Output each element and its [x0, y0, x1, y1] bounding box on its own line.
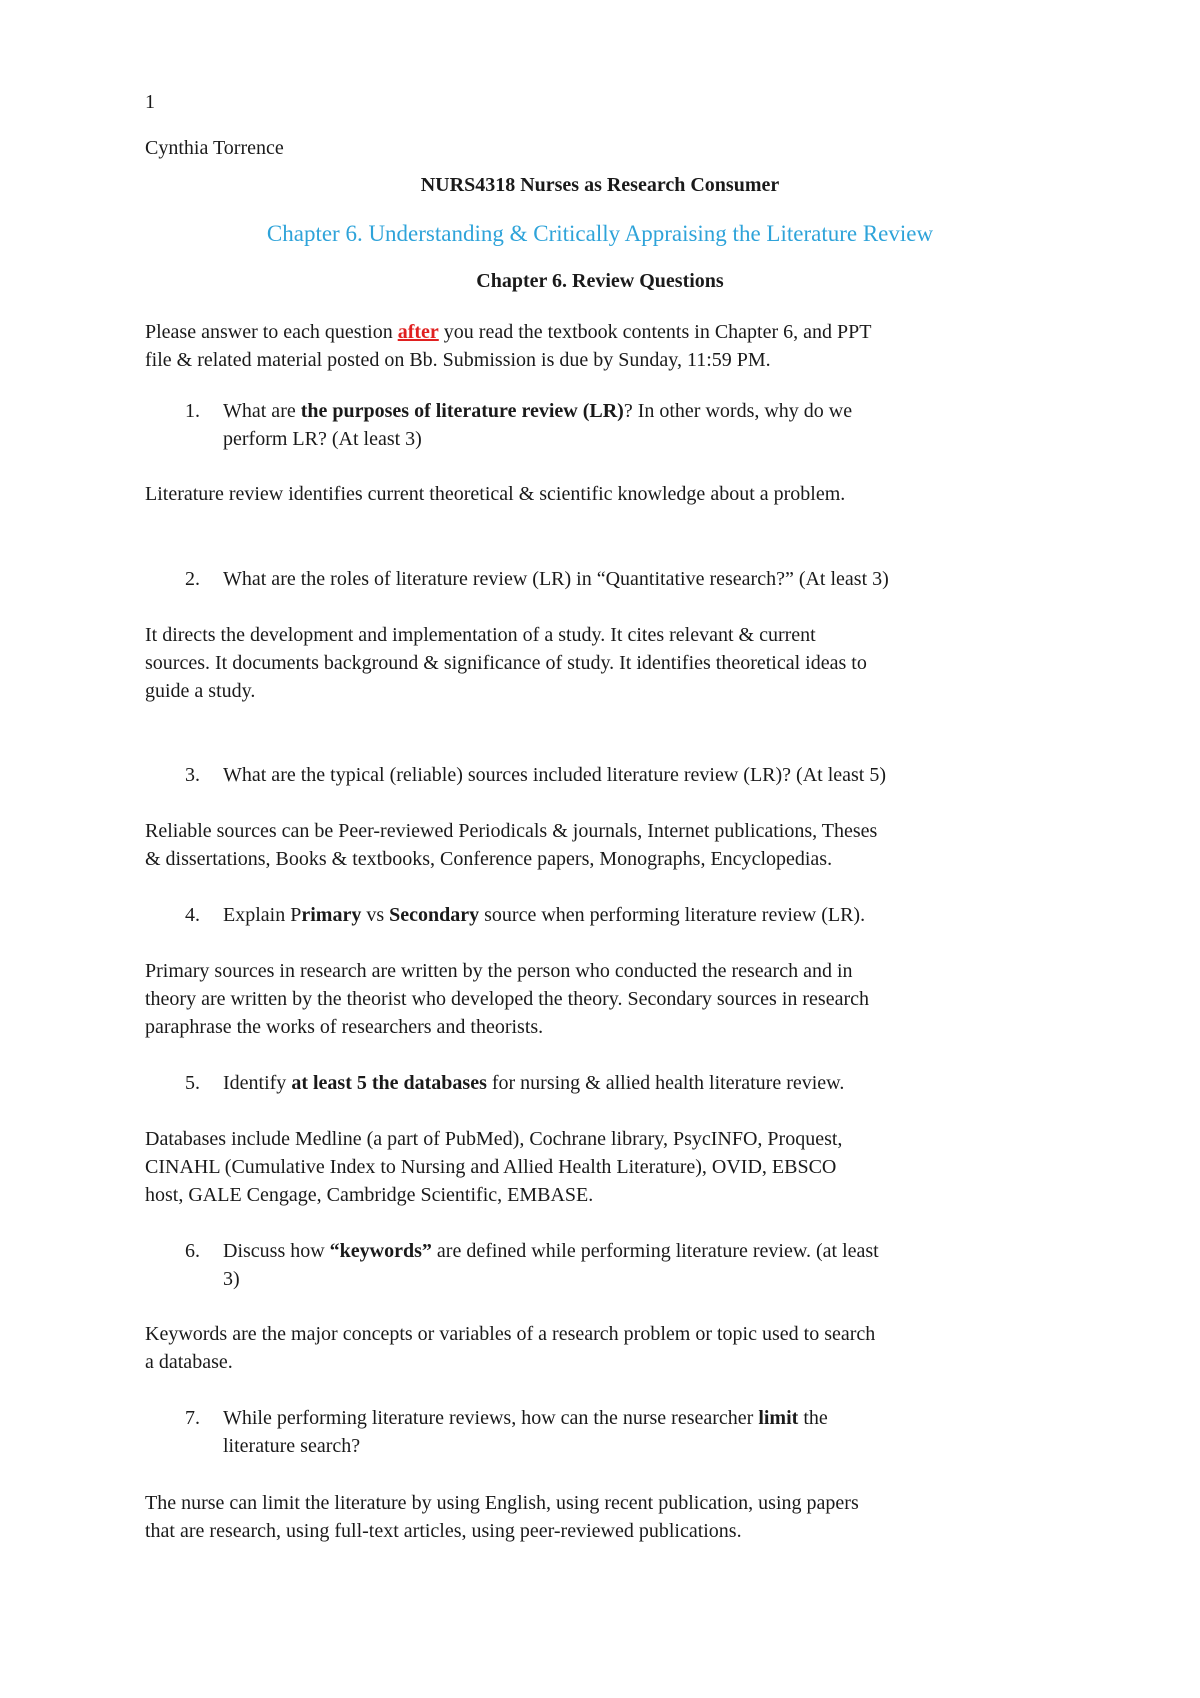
question-text: Identify	[223, 1072, 292, 1094]
question-emphasis: limit	[758, 1407, 799, 1429]
question-emphasis: rimary	[301, 904, 362, 926]
answer-line: & dissertations, Books & textbooks, Conference papers, Monographs, Encyclopedias.	[145, 848, 833, 870]
question-emphasis: at least 5 the databases	[291, 1072, 487, 1094]
answer-line: sources. It documents background & significance of study. It identifies theoretical ideas to	[145, 652, 867, 674]
question-number: 1.	[185, 400, 200, 422]
answer-line: It directs the development and implementation of a study. It cites relevant & current	[145, 624, 816, 646]
question-text: perform LR? (At least 3)	[223, 428, 422, 450]
question-number: 7.	[185, 1407, 200, 1429]
answer-line: theory are written by the theorist who developed the theory. Secondary sources in research	[145, 988, 870, 1010]
page-number: 1	[145, 91, 155, 113]
question-text: What are the roles of literature review (LR) in “Quantitative research?” (At least 3)	[223, 568, 889, 590]
answer-line: Primary sources in research are written by the person who conducted the research and in	[145, 960, 853, 982]
question-text: vs	[361, 904, 390, 926]
answer-1	[145, 480, 1045, 508]
answer-7	[145, 1489, 1045, 1545]
course-title: NURS4318 Nurses as Research Consumer	[420, 174, 780, 196]
author-name: Cynthia Torrence	[145, 137, 284, 159]
question-number: 6.	[185, 1240, 200, 1262]
answer-line: The nurse can limit the literature by using English, using recent publication, using papers	[145, 1492, 859, 1514]
question-text: for nursing & allied health literature review.	[486, 1072, 845, 1094]
answer-line: a database.	[145, 1351, 233, 1373]
question-text: are defined while performing literature review. (at least	[431, 1240, 879, 1262]
answer-line: Keywords are the major concepts or variables of a research problem or topic used to search	[145, 1323, 876, 1345]
question-text: ? In other words, why do we	[623, 400, 853, 422]
chapter-title: Chapter 6. Understanding & Critically Appraising the Literature Review	[266, 221, 934, 246]
question-text: What are the typical (reliable) sources included literature review (LR)? (At least 5)	[223, 764, 887, 786]
question-number: 3.	[185, 764, 200, 786]
answer-2	[145, 621, 1045, 705]
answer-line: Databases include Medline (a part of PubMed), Cochrane library, PsycINFO, Proquest,	[145, 1128, 843, 1150]
question-text: literature search?	[223, 1435, 361, 1457]
answer-4	[145, 957, 1045, 1041]
question-emphasis: Secondary	[389, 904, 480, 926]
question-emphasis: the purposes of literature review (LR)	[300, 400, 624, 422]
question-text: Explain P	[223, 904, 302, 926]
question-text: 3)	[223, 1268, 240, 1290]
question-text: What are	[223, 400, 301, 422]
answer-6	[145, 1320, 1045, 1376]
question-emphasis: “keywords”	[329, 1240, 432, 1262]
instructions	[145, 318, 1045, 374]
answer-line: Literature review identifies current theoretical & scientific knowledge about a problem.	[145, 483, 846, 505]
answer-line: CINAHL (Cumulative Index to Nursing and Allied Health Literature), OVID, EBSCO	[145, 1156, 837, 1178]
answer-5	[145, 1125, 1045, 1209]
answer-line: guide a study.	[145, 680, 256, 702]
question-text: the	[798, 1407, 828, 1429]
question-text: source when performing literature review (LR).	[479, 904, 866, 926]
question-text: While performing literature reviews, how can the nurse researcher	[223, 1407, 759, 1429]
intro-text: you read the textbook contents in Chapter 6, and PPT	[438, 321, 872, 343]
question-number: 2.	[185, 568, 200, 590]
question-number: 5.	[185, 1072, 200, 1094]
question-number: 4.	[185, 904, 200, 926]
answer-3	[145, 817, 1045, 873]
answer-line: Reliable sources can be Peer-reviewed Periodicals & journals, Internet publications, Theses	[145, 820, 878, 842]
intro-text: file & related material posted on Bb. Submission is due by Sunday, 11:59 PM.	[145, 349, 771, 371]
answer-line: paraphrase the works of researchers and theorists.	[145, 1016, 544, 1038]
after-emphasis: after	[397, 321, 439, 343]
question-text: Discuss how	[223, 1240, 330, 1262]
intro-text: Please answer to each question	[145, 321, 398, 343]
answer-line: host, GALE Cengage, Cambridge Scientific, EMBASE.	[145, 1184, 594, 1206]
answer-line: that are research, using full-text articles, using peer-reviewed publications.	[145, 1520, 742, 1542]
section-title: Chapter 6. Review Questions	[476, 270, 724, 292]
